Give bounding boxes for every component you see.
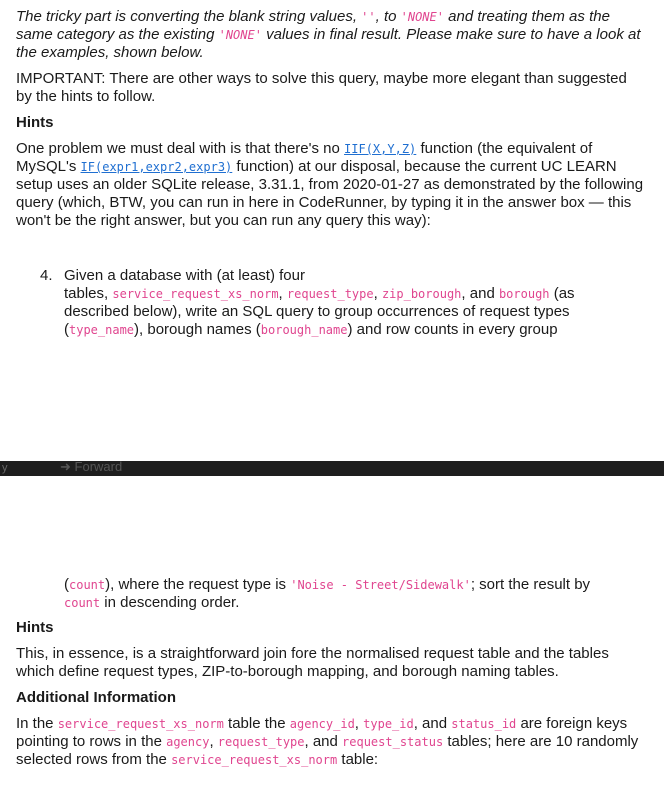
additional-heading: Additional Information — [16, 689, 176, 706]
forward-button[interactable]: ➜ Forward — [60, 459, 123, 474]
hints-heading: Hints — [16, 114, 54, 131]
hints2-paragraph: This, in essence, is a straightforward join fore the normalised request table and the tables which define request types, ZIP-to-borough mapping, and borough naming tables. — [16, 645, 609, 680]
hints-paragraph: One problem we must deal with is that there's no IIF(X,Y,Z) function (the equivalent of MySQL's IF(expr1,expr2,expr3) function) at our disposal, because the current UC LEARN setup uses an older SQLite release, 3.31.1, from 2020-01-27 as demonstrated by the following query (which, BTW, you can run in here in CodeRunner, by typing it in the answer box — this won't be the right answer, but you can run any query this way): — [16, 140, 644, 229]
intro-paragraph: The tricky part is converting the blank string values, '', to 'NONE' and treating them as the same category as the existing 'NONE' values in final result. Please make sure to have a look at the examples, shown below. — [16, 8, 641, 61]
code-none: 'NONE' — [400, 10, 444, 24]
toolbar-strip — [0, 461, 664, 476]
question-number: 4. — [40, 267, 53, 284]
iif-link[interactable]: IIF(X,Y,Z) — [344, 142, 417, 156]
question-text: Given a database with (at least) four tables, service_request_xs_norm, request_type, zip_borough, and borough (as described below), write an SQL query to group occurrences of request types (type_name), borough names (borough_name) and row counts in every group — [64, 267, 575, 338]
hints2-heading: Hints — [16, 619, 54, 636]
additional-paragraph: In the service_request_xs_norm table the agency_id, type_id, and status_id are foreign keys pointing to rows in the agency, request_type, and request_status tables; here are 10 randomly selected rows from the service_request_xs_norm table: — [16, 715, 639, 768]
forward-arrow-icon: ➜ — [60, 459, 71, 474]
code-blank-string: '' — [361, 10, 376, 24]
if-link[interactable]: IF(expr1,expr2,expr3) — [80, 160, 233, 174]
important-note: IMPORTANT: There are other ways to solve this query, maybe more elegant than suggested by the hints to follow. — [16, 70, 627, 105]
toolbar-left-label: y — [2, 462, 8, 474]
question-continued: (count), where the request type is 'Noise - Street/Sidewalk'; sort the result by count in descending order. — [64, 576, 591, 611]
code-none: 'NONE' — [218, 28, 262, 42]
